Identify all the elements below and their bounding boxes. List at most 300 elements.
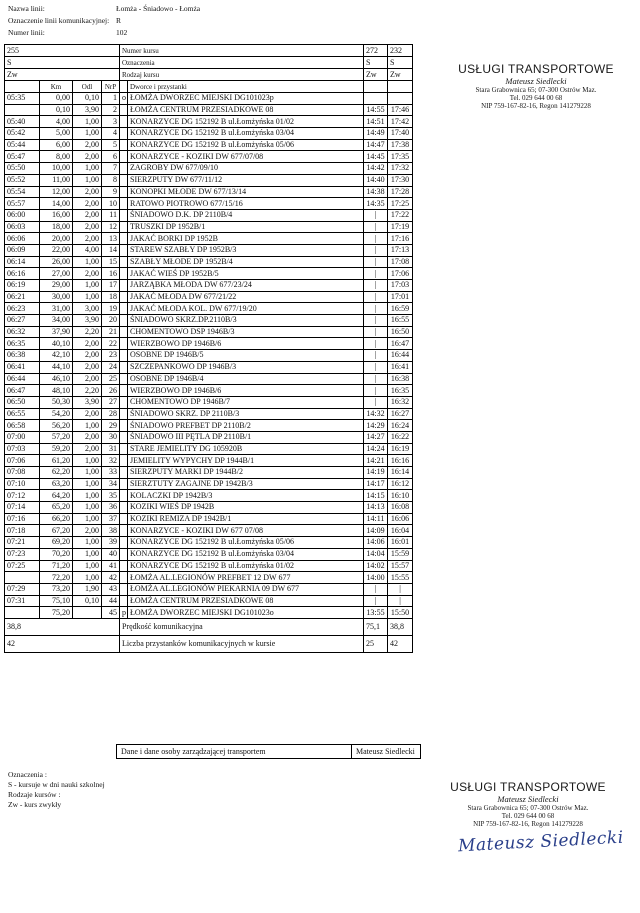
distance-value: 2,00 (73, 139, 102, 151)
return-time-232: 16:59 (388, 303, 413, 315)
distance-value: 1,00 (73, 502, 102, 514)
return-time-272: | (364, 256, 388, 268)
table-row (5, 291, 413, 303)
distance-value: 1,00 (73, 572, 102, 584)
stops-count-label: Liczba przystanków komunikacyjnych w kursie (120, 635, 364, 652)
stop-name (128, 256, 364, 268)
return-time-232: 17:16 (388, 233, 413, 245)
return-time-232: 17:38 (388, 139, 413, 151)
distance-value: 1,00 (73, 291, 102, 303)
stop-marker (120, 174, 128, 186)
table-row (5, 385, 413, 397)
stop-number: 31 (102, 443, 120, 455)
km-value: 59,20 (40, 443, 73, 455)
table-row (5, 128, 413, 140)
departure-time: 06:38 (5, 350, 40, 362)
stop-name-text: ŚNIADOWO III PĘTLA DP 2110B/1 (130, 432, 252, 442)
stop-marker (120, 572, 128, 584)
table-row (5, 151, 413, 163)
return-time-232: 16:41 (388, 361, 413, 373)
return-time-232: | (388, 583, 413, 595)
return-time-272: | (364, 315, 388, 327)
stop-name (128, 116, 364, 128)
stop-flag: p (269, 93, 274, 103)
distance-value: 0,10 (73, 595, 102, 607)
stop-name-text: JEMIELITY WYPYCHY DP 1944B/1 (130, 455, 255, 465)
stop-number: 1 (102, 93, 120, 105)
distance-value: 2,00 (73, 221, 102, 233)
table-row (5, 233, 413, 245)
departure-time: 06:55 (5, 408, 40, 420)
km-value: 57,20 (40, 431, 73, 443)
stop-marker (120, 408, 128, 420)
distance-value: 2,00 (73, 361, 102, 373)
stop-number: 27 (102, 396, 120, 408)
distance-value: 2,00 (73, 431, 102, 443)
stop-number: 11 (102, 209, 120, 221)
distance-value: 2,00 (73, 408, 102, 420)
table-row (5, 548, 413, 560)
stop-marker (120, 420, 128, 432)
table-row (5, 315, 413, 327)
course-kind-left: Zw (5, 69, 120, 81)
departure-time: 07:12 (5, 490, 40, 502)
return-time-272: | (364, 361, 388, 373)
stop-name (128, 361, 364, 373)
return-time-232: 16:35 (388, 385, 413, 397)
stop-number: 39 (102, 537, 120, 549)
stop-marker (120, 350, 128, 362)
return-time-232: 15:59 (388, 548, 413, 560)
return-time-272: 14:42 (364, 163, 388, 175)
km-value: 75,10 (40, 595, 73, 607)
stamp-address: Stara Grabownica 65; 07-300 Ostrów Maz. (467, 804, 589, 812)
km-value: 66,20 (40, 513, 73, 525)
legend-s: S - kursuje w dni nauki szkolnej (8, 780, 105, 789)
stop-name (128, 303, 364, 315)
line-name-label: Nazwa linii: (8, 4, 45, 13)
departure-time: 06:09 (5, 244, 40, 256)
stop-number: 23 (102, 350, 120, 362)
km-value: 75,20 (40, 607, 73, 619)
stop-name (128, 338, 364, 350)
return-time-272: 14:51 (364, 116, 388, 128)
distance-value: 2,00 (73, 198, 102, 210)
distance-value: 0,10 (73, 93, 102, 105)
stamp-phone: Tel. 029 644 00 68 (509, 94, 563, 102)
r1-col-header (364, 81, 388, 93)
stop-marker (120, 209, 128, 221)
return-time-272: | (364, 338, 388, 350)
departure-time: 07:06 (5, 455, 40, 467)
stop-name-text: SIERZPUTY MARKI DP 1944B/2 (130, 467, 243, 477)
distance-value: 2,00 (73, 350, 102, 362)
table-row (5, 244, 413, 256)
stop-number: 22 (102, 338, 120, 350)
km-col-header: Km (40, 81, 73, 93)
return-time-272: 14:06 (364, 537, 388, 549)
distance-value: 4,00 (73, 244, 102, 256)
departure-time: 06:19 (5, 280, 40, 292)
speed-left: 38,8 (5, 618, 120, 635)
stop-marker (120, 443, 128, 455)
km-value: 56,20 (40, 420, 73, 432)
table-row (5, 431, 413, 443)
return-time-232: 16:14 (388, 467, 413, 479)
return-time-272: | (364, 280, 388, 292)
stop-number: 15 (102, 256, 120, 268)
stop-number: 21 (102, 326, 120, 338)
km-value: 12,00 (40, 186, 73, 198)
r2-col-header (388, 81, 413, 93)
designation: R (116, 16, 122, 25)
departure-time: 05:50 (5, 163, 40, 175)
distance-value: 2,00 (73, 338, 102, 350)
stamp-owner: Mateusz Siedlecki (497, 794, 559, 804)
return-time-232: 17:28 (388, 186, 413, 198)
stop-name (128, 186, 364, 198)
stop-name-text: ŚNIADOWO SKRZ. DP 2110B/3 (130, 408, 240, 418)
return-time-272: | (364, 385, 388, 397)
departure-time: 05:52 (5, 174, 40, 186)
return-time-272: 14:11 (364, 513, 388, 525)
company-stamp-top (438, 62, 634, 110)
table-row (5, 361, 413, 373)
departure-time: 06:32 (5, 326, 40, 338)
departure-time (5, 607, 40, 619)
table-row (5, 502, 413, 514)
departure-time: 06:35 (5, 338, 40, 350)
course-number-label: Numer kursu (120, 45, 364, 57)
km-value: 70,20 (40, 548, 73, 560)
stop-name (128, 583, 364, 595)
stop-marker (120, 280, 128, 292)
stop-name (128, 104, 364, 116)
table-row (5, 572, 413, 584)
stop-number: 26 (102, 385, 120, 397)
speed-r2: 38,8 (388, 618, 413, 635)
stop-number: 19 (102, 303, 120, 315)
stop-name-text: ŁOMŻA AL.LEGIONÓW PIEKARNIA 09 DW 677 (130, 584, 300, 594)
departure-time: 05:44 (5, 139, 40, 151)
stamp-ids: NIP 759-167-82-16, Regon 141279228 (473, 820, 583, 828)
km-value: 29,00 (40, 280, 73, 292)
course-mark-label: Oznaczenia (120, 57, 364, 69)
table-row (5, 595, 413, 607)
return-time-232: 17:25 (388, 198, 413, 210)
km-value: 30,00 (40, 291, 73, 303)
course-kind-label: Rodzaj kursu (120, 69, 364, 81)
departure-time: 07:16 (5, 513, 40, 525)
stop-name (128, 385, 364, 397)
departure-time: 07:08 (5, 467, 40, 479)
stop-name-text: ŚNIADOWO SKRZ.DP.2110B/3 (130, 315, 237, 325)
stop-name (128, 151, 364, 163)
stop-name (128, 174, 364, 186)
stop-name (128, 326, 364, 338)
stop-name-text: SZABŁY MŁODE DP 1952B/4 (130, 256, 233, 266)
return-time-272: | (364, 595, 388, 607)
odl-col-header: Odl (73, 81, 102, 93)
km-value: 40,10 (40, 338, 73, 350)
stamp-address: Stara Grabownica 65; 07-300 Ostrów Maz. (475, 86, 597, 94)
return-time-232: 17:06 (388, 268, 413, 280)
departure-time: 06:50 (5, 396, 40, 408)
stop-number: 44 (102, 595, 120, 607)
stop-name-text: OSOBNE DP 1946B/5 (130, 350, 204, 360)
return-time-232: 15:57 (388, 560, 413, 572)
return-time-232: 16:04 (388, 525, 413, 537)
time-col-header (5, 81, 40, 93)
stop-name (128, 572, 364, 584)
stop-name-text: KONARZYCE DG 152192 B ul.Łomżyńska 05/06 (130, 140, 294, 150)
stop-name (128, 280, 364, 292)
return-time-232: 16:27 (388, 408, 413, 420)
return-time-272: | (364, 396, 388, 408)
return-time-232: 17:42 (388, 116, 413, 128)
km-value: 71,20 (40, 560, 73, 572)
stops-count-left: 42 (5, 635, 120, 652)
stop-number: 18 (102, 291, 120, 303)
stop-marker: p (120, 607, 128, 619)
distance-value: 2,00 (73, 186, 102, 198)
km-value: 31,00 (40, 303, 73, 315)
km-value: 10,00 (40, 163, 73, 175)
stop-name (128, 163, 364, 175)
km-value: 14,00 (40, 198, 73, 210)
distance-value: 1,00 (73, 548, 102, 560)
stop-number: 29 (102, 420, 120, 432)
stop-marker (120, 595, 128, 607)
table-row (5, 513, 413, 525)
stop-marker (120, 315, 128, 327)
table-row (5, 280, 413, 292)
return-time-272: 13:55 (364, 607, 388, 619)
km-value: 48,10 (40, 385, 73, 397)
stop-marker (120, 385, 128, 397)
stop-name-text: KONARZYCE DG 152192 B ul.Łomżyńska 01/02 (130, 560, 294, 570)
table-row (5, 443, 413, 455)
handwritten-signature: Mateusz Siedlecki (457, 827, 625, 857)
return-time-272: | (364, 350, 388, 362)
return-time-232: 16:10 (388, 490, 413, 502)
stop-marker (120, 291, 128, 303)
stop-marker (120, 186, 128, 198)
stop-number: 28 (102, 408, 120, 420)
speed-label: Prędkość komunikacyjna (120, 618, 364, 635)
stop-number: 24 (102, 361, 120, 373)
stop-marker (120, 244, 128, 256)
stop-marker (120, 361, 128, 373)
stop-name-text: SZCZEPANKOWO DP 1946B/3 (130, 362, 237, 372)
stop-number: 37 (102, 513, 120, 525)
table-row (5, 525, 413, 537)
stop-number: 35 (102, 490, 120, 502)
stop-marker: o (120, 93, 128, 105)
km-value: 67,20 (40, 525, 73, 537)
stop-marker (120, 502, 128, 514)
stop-number: 34 (102, 478, 120, 490)
table-row (5, 303, 413, 315)
stop-name (128, 396, 364, 408)
km-value: 46,10 (40, 373, 73, 385)
stop-marker (120, 478, 128, 490)
departure-time: 05:42 (5, 128, 40, 140)
stop-name-text: KONARZYCE DG 152192 B ul.Łomżyńska 05/06 (130, 537, 294, 547)
stop-name-text: SIERZPUTY DW 677/11/12 (130, 175, 223, 185)
stop-name-text: KONARZYCE DG 152192 B ul.Łomżyńska 01/02 (130, 116, 294, 126)
stop-number: 42 (102, 572, 120, 584)
table-row (5, 467, 413, 479)
table-row (5, 268, 413, 280)
departure-time: 06:47 (5, 385, 40, 397)
stop-number: 5 (102, 139, 120, 151)
stop-number: 3 (102, 116, 120, 128)
return-time-232: 16:50 (388, 326, 413, 338)
return-time-232: 17:40 (388, 128, 413, 140)
stop-name (128, 525, 364, 537)
stop-name-text: JAKAĆ MŁODA DW 677/21/22 (130, 292, 237, 302)
return-time-232: 17:32 (388, 163, 413, 175)
stop-name (128, 93, 364, 105)
km-value: 6,00 (40, 139, 73, 151)
return-time-232: 16:38 (388, 373, 413, 385)
distance-value: 1,00 (73, 490, 102, 502)
course-kind-r2: Zw (388, 69, 413, 81)
return-time-272: 14:17 (364, 478, 388, 490)
line-number-row (8, 28, 127, 38)
stop-name (128, 560, 364, 572)
distance-value: 1,00 (73, 478, 102, 490)
table-row (5, 420, 413, 432)
return-time-232: 17:19 (388, 221, 413, 233)
return-time-272: 14:15 (364, 490, 388, 502)
return-time-232: 17:22 (388, 209, 413, 221)
distance-value: 3,90 (73, 396, 102, 408)
distance-value: 1,00 (73, 163, 102, 175)
return-time-272: 14:55 (364, 104, 388, 116)
stop-name-text: ZAGROBY DW 677/09/10 (130, 163, 218, 173)
course-kind-r1: Zw (364, 69, 388, 81)
table-row (5, 93, 413, 105)
distance-value: 2,00 (73, 373, 102, 385)
return-time-272: 14:38 (364, 186, 388, 198)
return-time-232: 16:12 (388, 478, 413, 490)
stop-number: 2 (102, 104, 120, 116)
legend-kind-title: Rodzaje kursów : (8, 790, 61, 799)
stop-name-text: TRUSZKI DP 1952B/1 (130, 221, 206, 231)
return-time-272: 14:47 (364, 139, 388, 151)
stop-name (128, 467, 364, 479)
return-time-272: | (364, 244, 388, 256)
return-time-272: 14:45 (364, 151, 388, 163)
km-value: 0,00 (40, 93, 73, 105)
departure-time: 07:14 (5, 502, 40, 514)
table-row (5, 338, 413, 350)
return-time-232: 17:30 (388, 174, 413, 186)
table-row (5, 396, 413, 408)
stop-marker (120, 139, 128, 151)
departure-time: 06:16 (5, 268, 40, 280)
stop-name-text: JAKAĆ BORKI DP 1952B (130, 233, 218, 243)
return-time-232 (388, 93, 413, 105)
stop-marker (120, 338, 128, 350)
course-mark-left: S (5, 57, 120, 69)
departure-time: 07:29 (5, 583, 40, 595)
departure-time: 06:00 (5, 209, 40, 221)
stop-name (128, 315, 364, 327)
nrp-col-header: NrP (102, 81, 120, 93)
departure-time: 05:57 (5, 198, 40, 210)
departure-time: 07:10 (5, 478, 40, 490)
return-time-232: 16:22 (388, 431, 413, 443)
stop-name (128, 513, 364, 525)
departure-time: 05:35 (5, 93, 40, 105)
responsible-label: Dane i dane osoby zarządzającej transportem (117, 745, 352, 759)
stop-name (128, 244, 364, 256)
stop-name (128, 291, 364, 303)
return-time-272: | (364, 221, 388, 233)
return-time-232: 16:06 (388, 513, 413, 525)
stops-count-r1: 25 (364, 635, 388, 652)
line-number: 102 (116, 28, 128, 37)
distance-value: 1,00 (73, 174, 102, 186)
stop-name-text: JARZĄBKA MŁODA DW 677/23/24 (130, 280, 252, 290)
km-value: 50,30 (40, 396, 73, 408)
designation-row (8, 16, 121, 26)
table-row (5, 408, 413, 420)
departure-time (5, 104, 40, 116)
stop-marker (120, 583, 128, 595)
distance-value: 3,90 (73, 104, 102, 116)
return-time-232: 17:03 (388, 280, 413, 292)
return-time-232: 16:24 (388, 420, 413, 432)
km-value: 73,20 (40, 583, 73, 595)
return-time-232: 16:16 (388, 455, 413, 467)
stamp-phone: Tel. 029 644 00 68 (501, 812, 555, 820)
return-time-272: 14:13 (364, 502, 388, 514)
km-value: 64,20 (40, 490, 73, 502)
course-number-left: 255 (5, 45, 120, 57)
distance-value: 1,00 (73, 467, 102, 479)
stop-name (128, 350, 364, 362)
mark-col-header (120, 81, 128, 93)
return-time-232: 16:44 (388, 350, 413, 362)
stop-marker (120, 513, 128, 525)
stop-name (128, 128, 364, 140)
stop-name (128, 431, 364, 443)
stamp-owner: Mateusz Siedlecki (505, 76, 567, 86)
departure-time: 07:31 (5, 595, 40, 607)
return-time-272: 14:21 (364, 455, 388, 467)
stamp-title: USŁUGI TRANSPORTOWE (450, 780, 606, 794)
stop-number: 30 (102, 431, 120, 443)
distance-value: 2,00 (73, 151, 102, 163)
departure-time: 07:00 (5, 431, 40, 443)
stop-name-text: KONARZYCE - KOZIKI DW 677 07/08 (130, 525, 263, 535)
table-row (5, 326, 413, 338)
stop-name-text: ŚNIADOWO D.K. DP 2110B/4 (130, 210, 233, 220)
stop-number: 17 (102, 280, 120, 292)
return-time-232: 15:50 (388, 607, 413, 619)
km-value: 62,20 (40, 467, 73, 479)
km-value: 5,00 (40, 128, 73, 140)
stop-number: 36 (102, 502, 120, 514)
stop-name-text: KOLACZKI DP 1942B/3 (130, 490, 213, 500)
return-time-272: 14:29 (364, 420, 388, 432)
stop-name-text: KONARZYCE - KOZIKI DW 677/07/08 (130, 151, 264, 161)
return-time-232: 17:13 (388, 244, 413, 256)
